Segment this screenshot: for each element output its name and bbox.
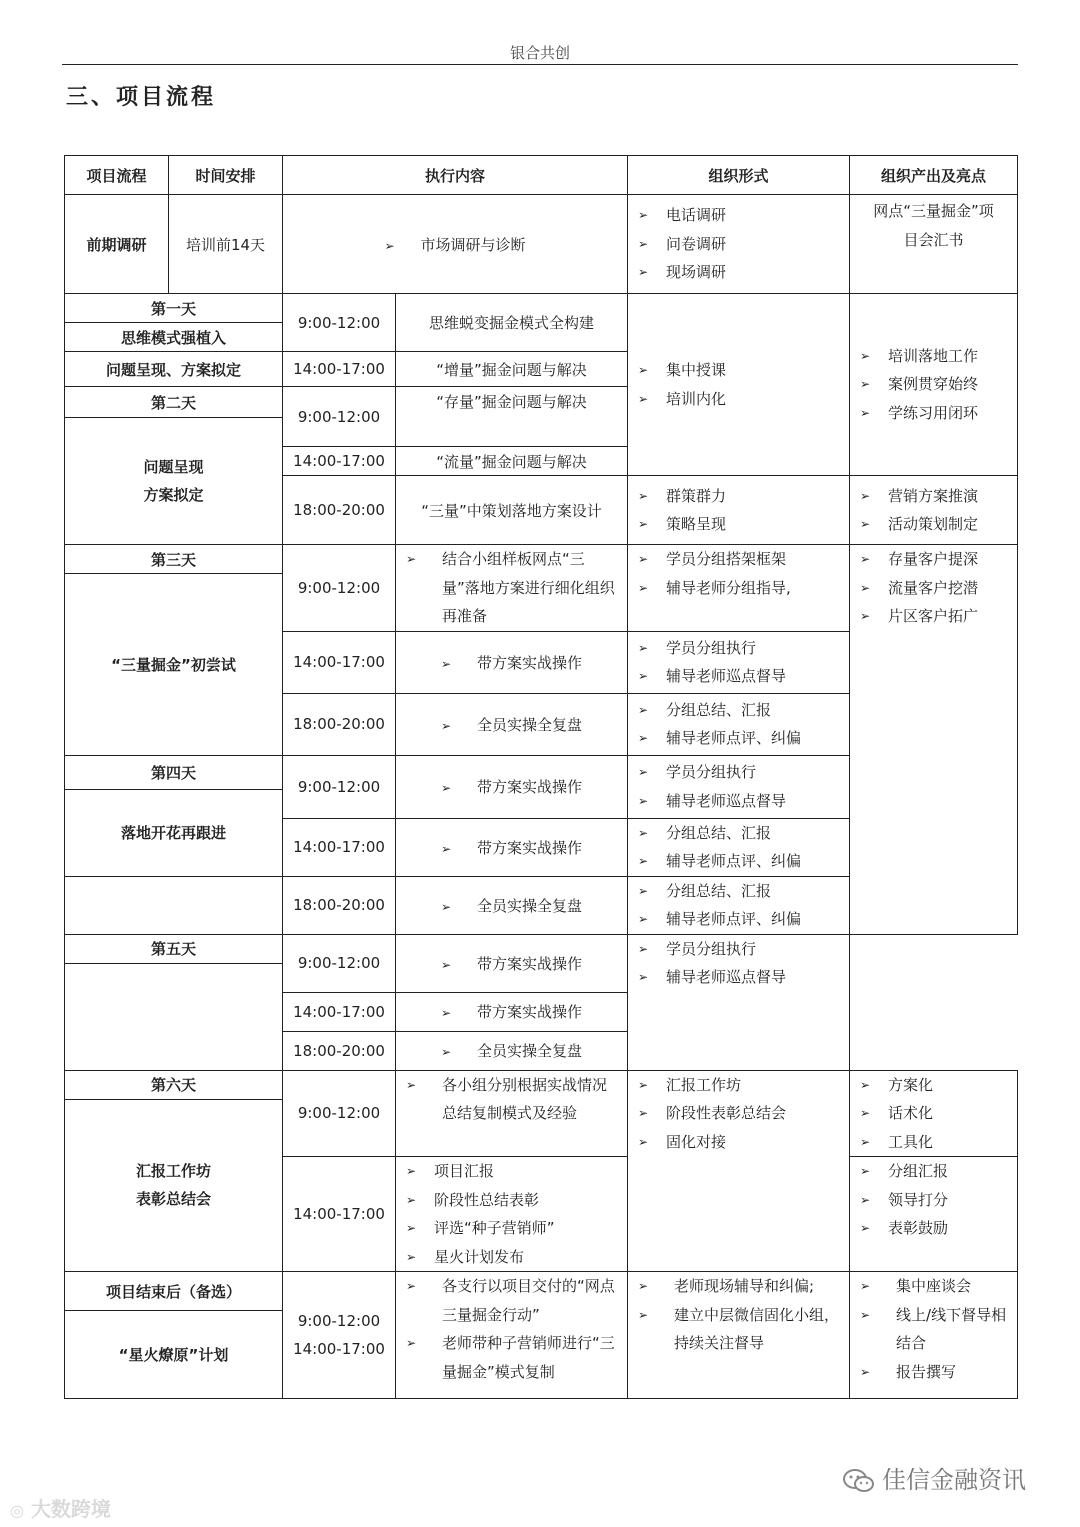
day6-output-item: ➢ 方案化: [850, 1071, 1017, 1100]
day2-sub: [65, 418, 283, 545]
day4-form-item: ➢ 辅导老师点评、纠偏: [628, 847, 849, 876]
day6-outputs-2: [850, 1157, 1018, 1272]
day1-time-1: 9:00-12:00: [283, 294, 396, 352]
day6-content-1: [396, 1070, 628, 1157]
prep-output-line: 网点“三量掘金”项: [873, 202, 994, 220]
day3-time-1: 9:00-12:00: [283, 545, 396, 632]
watermark-right: [842, 1460, 1026, 1495]
day6-sub: [65, 1099, 283, 1272]
day6-content-item: ➢ 项目汇报: [396, 1157, 627, 1186]
day4-form-item: ➢ 辅导老师巡点督导: [628, 787, 849, 816]
day2-form-item: ➢ 群策群力: [628, 482, 849, 511]
col-form: 组织形式: [628, 156, 850, 195]
day4-label: 第四天: [65, 755, 283, 789]
day3-form-item: ➢ 辅导老师分组指导,: [628, 574, 849, 603]
day2-sub-line: 问题呈现: [143, 457, 204, 476]
day4-content-3-text: 全员实操全复盘: [477, 896, 583, 915]
day2-outputs: [850, 476, 1018, 545]
prep-forms: [628, 195, 850, 294]
day6-sub-line: 汇报工作坊: [135, 1161, 211, 1180]
prep-form-item: ➢ 电话调研: [628, 201, 849, 230]
day5-forms: [628, 934, 850, 1070]
day2-forms: [628, 476, 850, 545]
day4-form-item: ➢ 学员分组执行: [628, 758, 849, 787]
day1-output-item: ➢ 学练习用闭环: [850, 399, 1017, 428]
day3-outputs: [850, 545, 1018, 935]
page-header: 银合共创: [509, 44, 570, 62]
day5-form-item: ➢ 学员分组执行: [628, 935, 849, 964]
day4-content-1-text: 带方案实战操作: [477, 778, 583, 796]
day3-content-2: ➢ 带方案实战操作: [396, 631, 628, 693]
day5-time-3: 18:00-20:00: [283, 1031, 396, 1070]
day6-label: 第六天: [65, 1070, 283, 1099]
day4-content-1: ➢ 带方案实战操作: [396, 755, 628, 818]
day1-output-item: ➢ 案例贯穿始终: [850, 370, 1017, 399]
day5-form-item: ➢ 辅导老师巡点督导: [628, 963, 849, 992]
prep-time: 培训前14天: [169, 195, 283, 294]
day6-time-2: 14:00-17:00: [283, 1157, 396, 1272]
flow-body: [64, 155, 1018, 1399]
day4-sub: 落地开花再跟进: [65, 789, 283, 876]
day6-form-item: ➢ 固化对接: [628, 1128, 849, 1157]
prep-stage: 前期调研: [65, 195, 169, 294]
day1-outputs: [850, 294, 1018, 476]
day3-form-item: ➢ 学员分组搭架框架: [628, 545, 849, 574]
prep-form-item: ➢ 现场调研: [628, 258, 849, 287]
prep-form-item: ➢ 问卷调研: [628, 230, 849, 259]
day2-output-item: ➢ 活动策划制定: [850, 510, 1017, 539]
day3-form-item: ➢ 学员分组执行: [628, 634, 849, 663]
day6-forms: [628, 1070, 850, 1272]
after-label: 项目结束后（备选）: [65, 1272, 283, 1311]
day2-output-item: ➢ 营销方案推演: [850, 482, 1017, 511]
day3-form-item: ➢ 辅导老师点评、纠偏: [628, 724, 849, 753]
day2-content-1: “存量”掘金问题与解决: [396, 387, 628, 447]
day6-output-item: ➢ 分组汇报: [850, 1157, 1017, 1186]
day3-label: 第三天: [65, 545, 283, 574]
col-time: 时间安排: [169, 156, 283, 195]
day4-empty: [65, 876, 283, 934]
day3-output-item: ➢ 片区客户拓广: [850, 602, 1017, 631]
col-stage: 项目流程: [65, 156, 169, 195]
prep-output-line: 目会汇书: [903, 230, 964, 249]
day4-time-3: 18:00-20:00: [283, 876, 396, 934]
section-title: 三、项目流程: [66, 84, 217, 110]
day6-form-item: ➢ 阶段性表彰总结会: [628, 1099, 849, 1128]
day6-output-item: ➢ 领导打分: [850, 1186, 1017, 1215]
day6-sub-line: 表彰总结会: [135, 1190, 211, 1209]
day6-content-item: ➢ 阶段性总结表彰: [396, 1186, 627, 1215]
after-form-item: ➢ 建立中层微信固化小组，持续关注督导: [628, 1301, 849, 1358]
day5-label: 第五天: [65, 934, 283, 963]
watermark-left-text: 大数跨境: [30, 1497, 111, 1521]
day3-time-3: 18:00-20:00: [283, 693, 396, 755]
day3-form-item: ➢ 分组总结、汇报: [628, 696, 849, 725]
after-output-item: ➢ 报告撰写: [850, 1358, 1017, 1387]
day5-content-2-text: 带方案实战操作: [477, 1003, 583, 1021]
day2-sub-line: 方案拟定: [143, 486, 204, 504]
day5-content-3-text: 全员实操全复盘: [477, 1042, 583, 1060]
day3-form-item: ➢ 辅导老师巡点督导: [628, 662, 849, 691]
day1-content-1: 思维蜕变掘金模式全构建: [396, 294, 628, 352]
day2-content-3: “三量”中策划落地方案设计: [396, 476, 628, 545]
day5-content-3: ➢ 全员实操全复盘: [396, 1031, 628, 1070]
day6-content-item: ➢ 各小组分别根据实战情况总结复制模式及经验: [396, 1071, 627, 1128]
day3-content-1: [396, 545, 628, 632]
day3-content-3: ➢ 全员实操全复盘: [396, 693, 628, 755]
day5-time-1: 9:00-12:00: [283, 934, 396, 992]
day6-output-item: ➢ 工具化: [850, 1128, 1017, 1157]
after-content-item: ➢ 老师带种子营销师进行“三量掘金”模式复制: [396, 1329, 627, 1386]
wechat-icon: [842, 1468, 876, 1494]
day4-form-item: ➢ 分组总结、汇报: [628, 819, 849, 848]
prep-content-text: 市场调研与诊断: [420, 235, 526, 254]
day3-forms-3: [628, 693, 850, 755]
day1-output-item: ➢ 培训落地工作: [850, 342, 1017, 371]
after-time-2: 14:00-17:00: [293, 1340, 385, 1358]
day1-label: 第一天: [65, 294, 283, 323]
after-time-1: 9:00-12:00: [297, 1311, 381, 1330]
day2-time-2: 14:00-17:00: [283, 447, 396, 476]
day4-content-2: ➢ 带方案实战操作: [396, 818, 628, 876]
day4-content-2-text: 带方案实战操作: [477, 838, 583, 857]
day5-time-2: 14:00-17:00: [283, 992, 396, 1031]
day3-forms-2: [628, 631, 850, 693]
day3-sub: “三量掘金”初尝试: [65, 574, 283, 756]
day4-form-item: ➢ 分组总结、汇报: [628, 877, 849, 906]
day6-content-2: [396, 1157, 628, 1272]
after-outputs: [850, 1272, 1018, 1399]
day6-form-item: ➢ 汇报工作坊: [628, 1071, 849, 1100]
day5-content-2: ➢ 带方案实战操作: [396, 992, 628, 1031]
day1-forms: [628, 294, 850, 476]
day1-sub2: 问题呈现、方案拟定: [65, 352, 283, 387]
day2-time-1: 9:00-12:00: [283, 387, 396, 447]
day3-time-2: 14:00-17:00: [283, 631, 396, 693]
day4-content-3: ➢ 全员实操全复盘: [396, 876, 628, 934]
day6-content-item: ➢ 评选“种子营销师”: [396, 1214, 627, 1243]
watermark-left: ◎ 大数跨境: [10, 1497, 111, 1521]
watermark-right-text: 佳信金融资讯: [882, 1466, 1026, 1494]
day1-sub1: 思维模式强植入: [65, 323, 283, 352]
day4-forms-1: [628, 755, 850, 818]
day4-forms-2: [628, 818, 850, 876]
day1-content-2: “增量”掘金问题与解决: [396, 352, 628, 387]
day3-output-item: ➢ 流量客户挖潜: [850, 574, 1017, 603]
day1-form-item: ➢ 培训内化: [628, 385, 849, 414]
after-content-item: ➢ 各支行以项目交付的“网点三量掘金行动”: [396, 1272, 627, 1329]
day6-content-item: ➢ 星火计划发布: [396, 1243, 627, 1272]
day3-content-item: ➢ 结合小组样板网点“三量”落地方案进行细化组织再准备: [396, 545, 627, 631]
prep-output: [850, 195, 1018, 294]
header-rule: [62, 64, 1018, 65]
day2-form-item: ➢ 策略呈现: [628, 510, 849, 539]
after-sub: “星火燎原”计划: [65, 1311, 283, 1399]
day2-time-3: 18:00-20:00: [283, 476, 396, 545]
col-output: 组织产出及亮点: [850, 156, 1018, 195]
day1-time-2: 14:00-17:00: [283, 352, 396, 387]
after-output-item: ➢ 集中座谈会: [850, 1272, 1017, 1301]
day2-content-2: “流量”掘金问题与解决: [396, 447, 628, 476]
day3-content-2-text: 带方案实战操作: [477, 653, 583, 672]
day4-time-1: 9:00-12:00: [283, 755, 396, 818]
day3-content-3-text: 全员实操全复盘: [477, 715, 583, 734]
day4-time-2: 14:00-17:00: [283, 818, 396, 876]
after-time: [283, 1272, 396, 1399]
after-content: [396, 1272, 628, 1399]
col-content: 执行内容: [283, 156, 628, 195]
day5-empty: [65, 963, 283, 1070]
after-forms: [628, 1272, 850, 1399]
day6-output-item: ➢ 表彰鼓励: [850, 1214, 1017, 1243]
after-output-item: ➢ 线上/线下督导相结合: [850, 1301, 1017, 1358]
after-form-item: ➢ 老师现场辅导和纠偏;: [628, 1272, 849, 1301]
day5-content-1-text: 带方案实战操作: [477, 954, 583, 973]
prep-content: ➢ 市场调研与诊断: [283, 195, 628, 294]
day6-outputs-1: [850, 1070, 1018, 1157]
day3-forms-1: [628, 545, 850, 632]
day4-form-item: ➢ 辅导老师点评、纠偏: [628, 905, 849, 934]
day2-label: 第二天: [65, 387, 283, 418]
day4-forms-3: [628, 876, 850, 934]
day6-output-item: ➢ 话术化: [850, 1099, 1017, 1128]
day6-time-1: 9:00-12:00: [283, 1070, 396, 1157]
day5-content-1: ➢ 带方案实战操作: [396, 934, 628, 992]
day3-output-item: ➢ 存量客户提深: [850, 545, 1017, 574]
day1-form-item: ➢ 集中授课: [628, 356, 849, 385]
